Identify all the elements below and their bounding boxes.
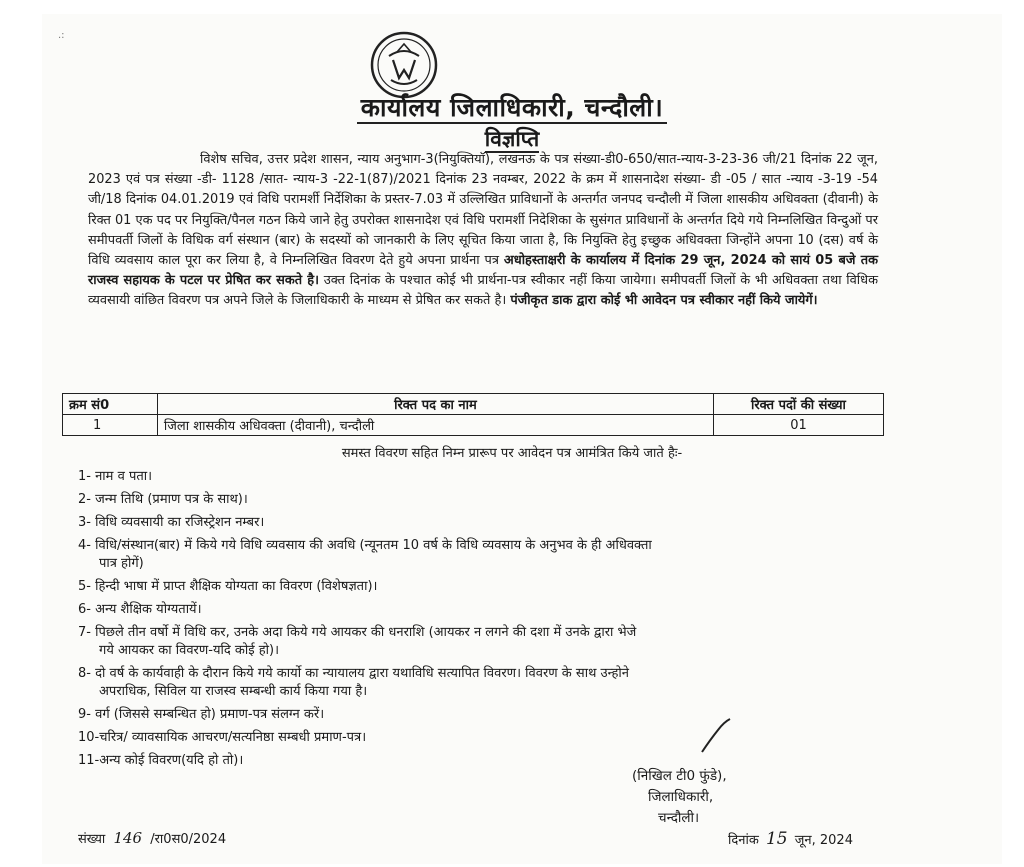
date-label: दिनांक (728, 833, 759, 848)
list-item-text: 7- पिछले तीन वर्षो में विधि कर, उनके अदा किये गये आयकर की धनराशि (आयकर न लगने की दशा में उनके द्वारा भेजे (78, 625, 637, 640)
list-item (78, 578, 888, 596)
signature-scribble (696, 716, 736, 756)
ref-suffix: /रा0स0/2024 (150, 832, 227, 847)
signatory-name: (निखिल टी0 फुंडे), (632, 768, 727, 784)
body-text-2: उक्त दिनांक के पश्चात कोई भी प्रार्थना-पत्र स्वीकार नहीं किया जायेगा। समीपवर्ती जिलों के भी अधिवक्ता तथा विधिक व्यवसायी वांछित विवरण पत्र अपने जिले के जिलाधिकारी के माध्यम से प्रेषित कर सकते है। (88, 273, 878, 309)
table-header-row (63, 394, 884, 415)
list-item-continuation: अपराधिक, सिविल या राजस्व सम्बन्धी कार्य किया गया है। (99, 684, 368, 699)
list-item (78, 537, 888, 573)
date-day-handwritten: 15 (765, 829, 788, 849)
body-text-1: विशेष सचिव, उत्तर प्रदेश शासन, न्याय अनुभाग-3(नियुक्तियॉ), लखनऊ के पत्र संख्या-डी0-650/सात-न्याय-3-23-36 जी/21 दिनांक 22 जून, 2023 एवं पत्र संख्या -डी- 1128 /सात- न्याय-3 -22-1(87)/2021 दिनांक 23 नवम्बर, 2022 के क्रम में शासनादेश संख्या- डी -05 / सात -न्याय -3-19 -54 जी/18 दिनांक 04.01.2019 एवं विधि परामर्शी निर्देशिका के प्रस्तर-7.03 में उल्लिखित प्राविधानों के अन्तर्गत जनपद चन्दौली में जिला शासकीय अधिवक्ता (दीवानी) के रिक्त 01 एक पद पर नियुक्ति/पैनल गठन किये जाने हेतु उपरोक्त शासनादेश एवं विधि परामर्शी निदेशिका के सुसंगत प्राविधानों के अन्तर्गत दिये गये निम्नलिखित विन्दुओं पर समीपवर्ती जिलों के विधिक वर्ग संस्थान (बार) के सदस्यों को जानकारी के लिए सूचित किया जाता है, कि नियुक्ति हेतु इच्छुक अधिवक्ता जिन्होंने अपना 10 (दस) वर्ष के विधि व्यवसाय काल पूरा कर लिया है, वे निम्नलिखित विवरण देते हुये अपना प्रार्थना पत्र (88, 152, 878, 269)
office-title (0, 90, 1024, 124)
list-item (78, 491, 888, 509)
list-item-continuation: पात्र होगें) (99, 556, 144, 571)
body-text-bold-1: अधोहस्ताक्षरी के कार्यालय में दिनांक 29 जून, 2024 को सायं 05 बजे तक राजस्व सहायक के पटल पर प्रेषित कर सकते है। (88, 253, 878, 289)
notice-heading-text: विज्ञप्ति (484, 127, 540, 151)
row-post-name: जिला शासकीय अधिवक्ता (दीवानी), चन्दौली (157, 415, 713, 436)
list-item (78, 752, 888, 770)
list-item-text: 8- दो वर्ष के कार्यवाही के दौरान किये गये कार्यो का न्यायालय द्वारा यथाविधि सत्यापित विवरण। विवरण के साथ उन्होने (78, 666, 630, 681)
list-item-text: 9- वर्ग (जिससे सम्बन्धित हो) प्रमाण-पत्र संलग्न करें। (78, 707, 325, 722)
notice-heading (0, 125, 1024, 153)
list-item-continuation: गये आयकर का विवरण-यदि कोई हो)। (99, 643, 280, 658)
list-item (78, 514, 888, 532)
list-item (78, 706, 888, 724)
list-item-text: 2- जन्म तिथि (प्रमाण पत्र के साथ)। (78, 492, 248, 507)
invite-line: समस्त विवरण सहित निम्न प्रारूप पर आवेदन पत्र आमंत्रित किये जाते हैः- (341, 446, 683, 461)
row-vacancy-count: 01 (713, 415, 883, 436)
list-item-text: 5- हिन्दी भाषा में प्राप्त शैक्षिक योग्यता का विवरण (विशेषज्ञता)। (78, 579, 378, 594)
list-item (78, 624, 888, 660)
list-item-text: 1- नाम व पता। (78, 469, 153, 484)
signatory-designation: जिलाधिकारी, (648, 789, 714, 805)
header-vacancy-count: रिक्त पदों की संख्या (713, 394, 883, 415)
reference-number (78, 829, 226, 847)
list-item-text: 11-अन्य कोई विवरण(यदि हो तो)। (78, 753, 244, 768)
office-title-text: कार्यालय जिलाधिकारी, चन्दौली। (357, 93, 667, 124)
issue-date (728, 829, 853, 849)
signatory-place: चन्दौली। (658, 810, 700, 826)
corner-mark: .: (58, 30, 65, 41)
row-serial-no: 1 (63, 415, 158, 436)
notice-body-paragraph (88, 150, 878, 312)
list-item (78, 665, 888, 701)
body-text-bold-2: पंजीकृत डाक द्वारा कोई भी आवेदन पत्र स्वीकार नहीं किये जायेगें। (510, 293, 818, 309)
header-post-name: रिक्त पद का नाम (157, 394, 713, 415)
signature-block (632, 766, 727, 829)
list-item (78, 601, 888, 619)
vacancy-table (62, 393, 884, 436)
table-row (63, 415, 884, 436)
requirements-list (78, 468, 888, 775)
ref-number-handwritten: 146 (113, 829, 143, 847)
date-rest: जून, 2024 (794, 833, 853, 848)
list-item (78, 729, 888, 747)
list-item-text: 10-चरित्र/ व्यावसायिक आचरण/सत्यनिष्ठा सम्बधी प्रमाण-पत्र। (78, 730, 367, 745)
list-item-text: 4- विधि/संस्थान(बार) में किये गये विधि व्यवसाय की अवधि (न्यूनतम 10 वर्ष के विधि व्यवसाय के अनुभव के ही अधिवक्ता (78, 538, 652, 553)
list-item-text: 6- अन्य शैक्षिक योग्यतायें। (78, 602, 202, 617)
header-serial-no: क्रम सं0 (63, 394, 158, 415)
ref-label: संख्या (78, 832, 106, 847)
list-item-text: 3- विधि व्यवसायी का रजिस्ट्रेशन नम्बर। (78, 515, 265, 530)
list-item (78, 468, 888, 486)
